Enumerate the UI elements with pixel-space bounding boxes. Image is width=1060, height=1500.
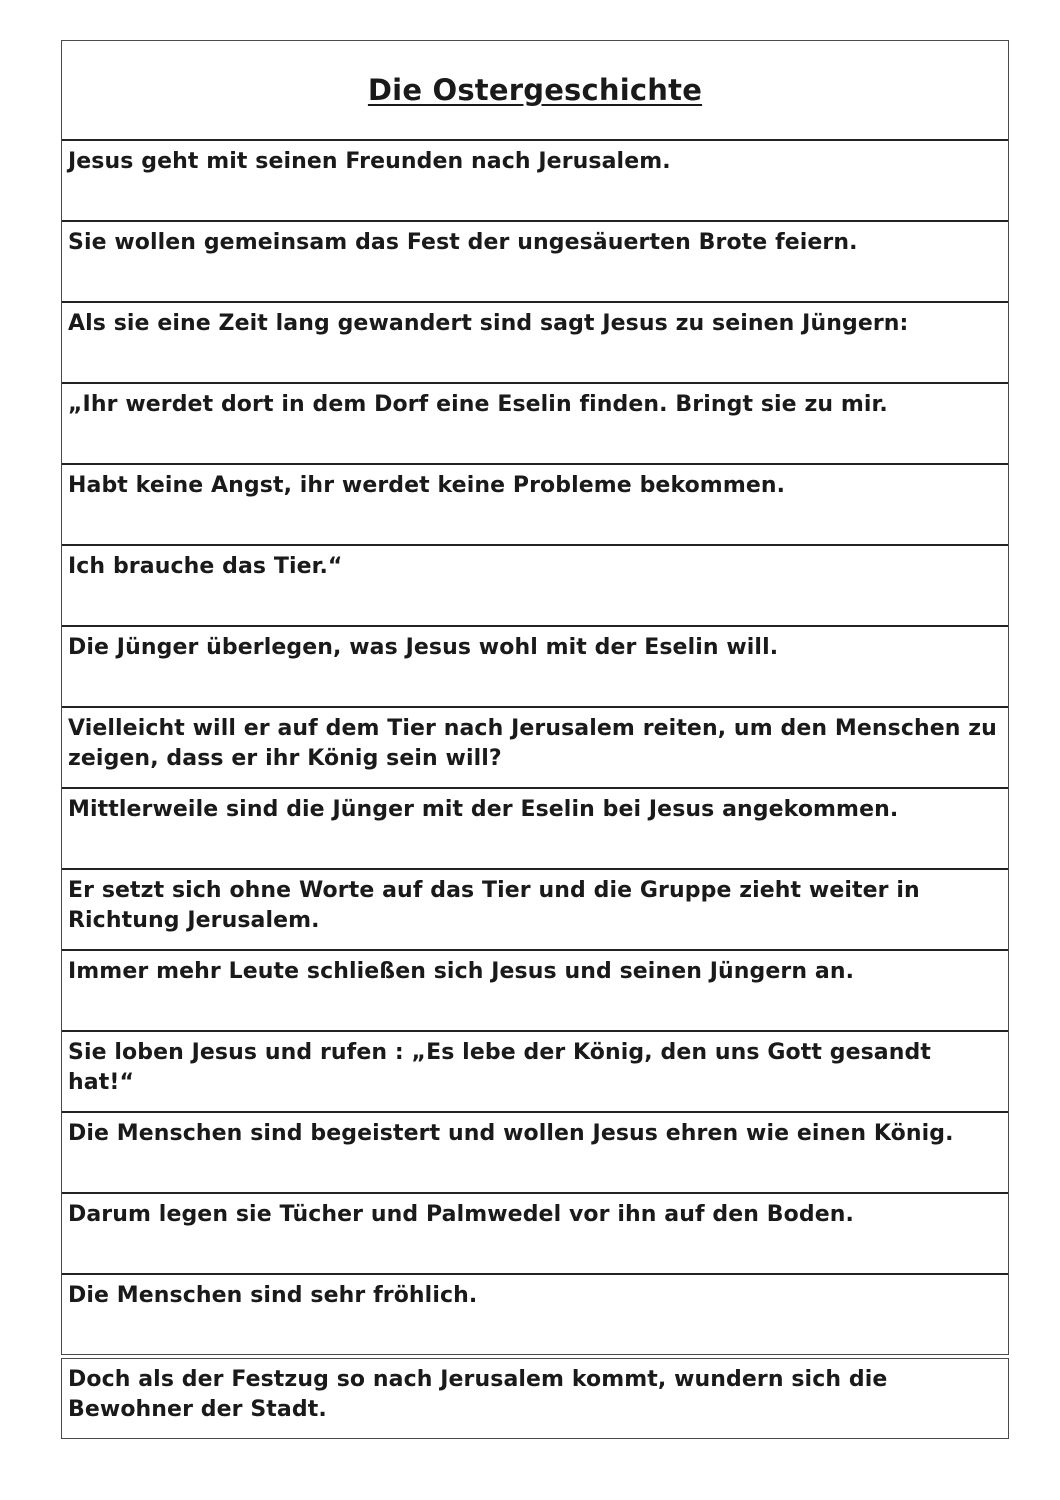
- story-row: Die Menschen sind sehr fröhlich.: [68, 1283, 478, 1308]
- story-row: Vielleicht will er auf dem Tier nach Jerusalem reiten, um den Menschen zu zeigen, dass er ihr König sein will?: [62, 708, 1008, 789]
- story-row: Habt keine Angst, ihr werdet keine Probleme bekommen.: [62, 465, 1008, 546]
- story-row: Als sie eine Zeit lang gewandert sind sagt Jesus zu seinen Jüngern:: [62, 303, 1008, 384]
- page-title: Die Ostergeschichte: [367, 73, 703, 107]
- story-row: Er setzt sich ohne Worte auf das Tier und die Gruppe zieht weiter in Richtung Jerusalem.: [62, 870, 1008, 951]
- final-story-row: Doch als der Festzug so nach Jerusalem kommt, wundern sich die Bewohner der Stadt.: [61, 1358, 1009, 1439]
- story-row: Sie wollen gemeinsam das Fest der ungesäuerten Brote feiern.: [62, 222, 1008, 303]
- story-row: Darum legen sie Tücher und Palmwedel vor ihn auf den Boden.: [62, 1194, 1008, 1275]
- story-row: Mittlerweile sind die Jünger mit der Eselin bei Jesus angekommen.: [62, 789, 1008, 870]
- title-cell: [62, 41, 1008, 141]
- story-row: Jesus geht mit seinen Freunden nach Jerusalem.: [62, 141, 1008, 222]
- story-row: Immer mehr Leute schließen sich Jesus und seinen Jüngern an.: [62, 951, 1008, 1032]
- story-row: Sie loben Jesus und rufen : „Es lebe der König, den uns Gott gesandt hat!“: [62, 1032, 1008, 1113]
- story-row: „Ihr werdet dort in dem Dorf eine Eselin finden. Bringt sie zu mir.: [62, 384, 1008, 465]
- story-row: Die Menschen sind begeistert und wollen Jesus ehren wie einen König.: [62, 1113, 1008, 1194]
- story-row: Ich brauche das Tier.“: [62, 546, 1008, 627]
- story-row: Die Jünger überlegen, was Jesus wohl mit der Eselin will.: [62, 627, 1008, 708]
- story-table: [61, 40, 1009, 1355]
